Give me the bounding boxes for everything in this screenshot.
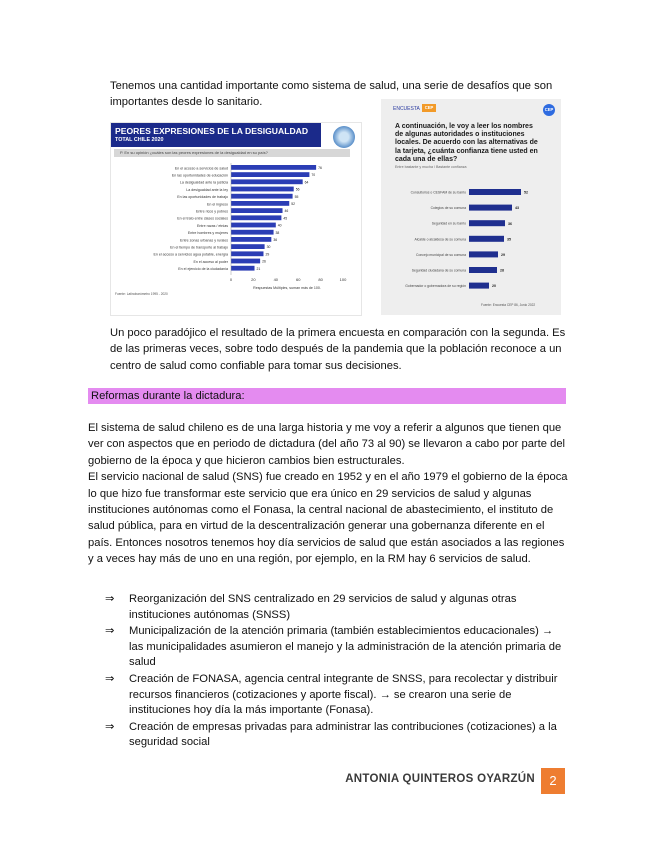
survey-header: ENCUESTA [393, 106, 420, 112]
category-label: En las oportunidades de trabajo [177, 195, 228, 200]
bar [469, 189, 521, 195]
bar [469, 267, 497, 273]
bar [469, 236, 504, 242]
bar-value-label: 26 [262, 259, 266, 264]
chart-title: PEORES EXPRESIONES DE LA DESIGUALDAD [115, 126, 309, 136]
chart-source: Fuente: Latinobarómetro 1995 - 2020 [115, 292, 168, 296]
bar-value-label: 35 [507, 237, 511, 242]
bullet-text: Reorganización del SNS centralizado en 29 servicios de salud y algunas otras instituciones autónomas (SNSS) [129, 593, 517, 621]
category-label: En el acceso a servicios agua potable, energía [153, 252, 228, 257]
category-label: Entre razas / etnias [197, 223, 228, 228]
bar-value-label: 52 [524, 190, 528, 195]
bar [231, 215, 281, 220]
double-arrow-icon: ⇒ [105, 672, 115, 685]
bullet-text: Creación de empresas privadas para administrar las contribuciones (cotizaciones) a la seguridad social [129, 720, 557, 749]
survey-note: Entre bastante y mucha / Bastante confianza [395, 165, 467, 169]
category-label: En el acceso al poder [193, 259, 228, 264]
category-label: En las oportunidades de educación [171, 173, 228, 178]
x-tick-label: 60 [295, 277, 301, 282]
bar-value-label: 76 [318, 166, 322, 170]
category-label: En el trato entre clases sociales [177, 216, 228, 221]
list-item [105, 720, 565, 751]
chart-title-band [111, 123, 321, 147]
double-arrow-icon: ⇒ [105, 593, 115, 605]
category-label: La desigualdad ante la justicia [179, 180, 228, 185]
list-item [105, 592, 565, 623]
page-number: 2 [541, 768, 565, 794]
bullet-text: Creación de FONASA, agencia central integrante de SNSS, para recolectar y distribuir recursos financieros (cotizaciones y aporte fiscal). → se crearon una serie de instituciones hoy día la más importante (Fonasa). [129, 672, 558, 717]
bar [231, 259, 260, 264]
bar-value-label: 56 [295, 187, 300, 192]
bar-value-label: 64 [304, 180, 309, 185]
category-label: En el ejercicio de la ciudadanía [178, 267, 228, 272]
category-label: Concejo municipal de su comuna [416, 252, 466, 257]
bar [469, 251, 498, 257]
list-item [105, 672, 565, 719]
bar [231, 223, 276, 228]
bar [231, 194, 293, 199]
bullet-text: Municipalización de la atención primaria (también establecimientos educacionales) → las municipalidades asumieron el manejo y la administración de la atención primaria de salud [129, 625, 562, 669]
x-tick-label: 80 [318, 277, 323, 282]
trust-chart-plot [381, 171, 561, 301]
bar [231, 244, 265, 249]
category-label: Entre zonas urbanas y rurales [180, 238, 228, 243]
body-paragraph-2: El servicio nacional de salud (SNS) fue creado en 1952 y en el año 1979 el gobierno de la época lo que hizo fue transformar este servicio que era único en 29 servicios de salud y algunas instituciones autónomas como el Fonasa, la central nacional de abastecimiento, el instituto de salud pública, para en virtud de la descentralización generar una gobernanza diferente en el país. Entonces nosotros tenemos hoy día servicios de salud que están asociados a las regiones y a veces hay más de uno en una región, por ejemplo, en la RM hay 6 servicios de salud. [88, 471, 568, 566]
bar [231, 266, 255, 271]
bar [469, 205, 512, 211]
category-label: Alcalde o alcaldesa de su comuna [414, 237, 466, 242]
category-label: Colegios de su comuna [430, 206, 466, 211]
bar-value-label: 28 [500, 268, 504, 273]
bar [231, 201, 289, 206]
bar [231, 237, 271, 242]
bar-value-label: 52 [291, 202, 296, 206]
x-tick-label: 100 [339, 277, 347, 282]
body-text [88, 420, 568, 568]
bar [231, 208, 283, 213]
bar-value-label: 55 [294, 194, 299, 199]
bar-value-label: 70 [311, 173, 316, 178]
bar-value-label: 29 [501, 253, 505, 257]
bar-value-label: 45 [283, 216, 288, 221]
body-paragraph-1: El sistema de salud chileno es de una larga historia y me voy a referir a algunos que tienen que ver con aspectos que en periodo de dictadura (del año 73 al 90) se llevaron a cabo por parte del gobierno de la época y que hicieron cambios bien estructurales. [88, 422, 566, 467]
survey-source: Fuente: Encuesta CEP 86, Junio 2022 [481, 303, 536, 307]
category-label: En el ingreso [207, 202, 228, 207]
category-label: Entre ricos y pobres [196, 209, 228, 214]
bar [231, 187, 294, 192]
bar-value-label: 21 [256, 266, 261, 271]
chart-question: P. En su opinión ¿cuáles son las peores expresiones de la desigualdad en su país? [114, 149, 350, 157]
survey-header-badge: CEP [422, 104, 436, 112]
inequality-chart-plot [111, 157, 361, 315]
after-charts-paragraph: Un poco paradójico el resultado de la primera encuesta en comparación con la segunda. Es de las primeras veces, sobre todo después de la pandemia que la población reconoce a un centro de salud como confiable para tomar sus decisiones. [110, 327, 566, 372]
x-axis-label: Respuestas Múltiples, suman más de 100. [253, 286, 321, 290]
bar [231, 172, 309, 177]
x-tick-label: 40 [273, 277, 279, 282]
bar [231, 251, 263, 256]
trust-survey-chart [381, 99, 561, 315]
category-label: La desigualdad ante la ley [186, 187, 228, 192]
bar-value-label: 46 [284, 209, 289, 214]
chart-subtitle: TOTAL CHILE 2020 [115, 137, 164, 143]
bar [469, 220, 505, 226]
bar-value-label: 30 [266, 245, 271, 250]
double-arrow-icon: ⇒ [105, 625, 115, 638]
bar-value-label: 29 [265, 252, 270, 257]
cep-logo-icon: CEP [543, 104, 555, 116]
survey-question-title: A continuación, le voy a leer los nombres de algunas autoridades o instituciones locales. De acuerdo con las alternativas de la tarjeta, ¿cuánta confianza tiene usted en cada una de ellas? [395, 123, 538, 163]
category-label: Entre hombres y mujeres [187, 231, 228, 236]
category-label: En el acceso a servicios de salud [174, 166, 228, 171]
bar-value-label: 38 [275, 230, 280, 235]
category-label: Seguridad en su barrio [431, 221, 466, 226]
bar-value-label: 20 [492, 284, 496, 289]
category-label: En el tiempo de transporte al trabajo [170, 245, 228, 250]
list-item [105, 624, 565, 671]
category-label: Gobernador o gobernadora de su región [405, 284, 466, 289]
latinobarometro-seal-icon [333, 126, 355, 148]
bar [231, 165, 316, 170]
section-heading: Reformas durante la dictadura: [88, 388, 566, 404]
intro-paragraph: Tenemos una cantidad importante como sistema de salud, una serie de desafíos que son importantes desde lo sanitario. [110, 80, 553, 109]
reform-bullet-list [105, 592, 565, 752]
bar [469, 283, 489, 289]
bar-value-label: 36 [273, 238, 278, 242]
double-arrow-icon: ⇒ [105, 720, 115, 733]
category-label: Consultorios o CESFAM de su barrio [410, 190, 466, 195]
footer-author: ANTONIA QUINTEROS OYARZÚN [345, 773, 535, 785]
x-tick-label: 0 [229, 277, 233, 282]
bar [231, 179, 303, 184]
bar [231, 230, 274, 235]
bar-value-label: 36 [508, 221, 512, 226]
category-label: Seguridad ciudadana de su comuna [411, 268, 466, 273]
bar-value-label: 43 [515, 206, 519, 211]
bar-value-label: 40 [277, 223, 282, 228]
inequality-chart [110, 122, 362, 316]
x-tick-label: 20 [251, 277, 256, 282]
